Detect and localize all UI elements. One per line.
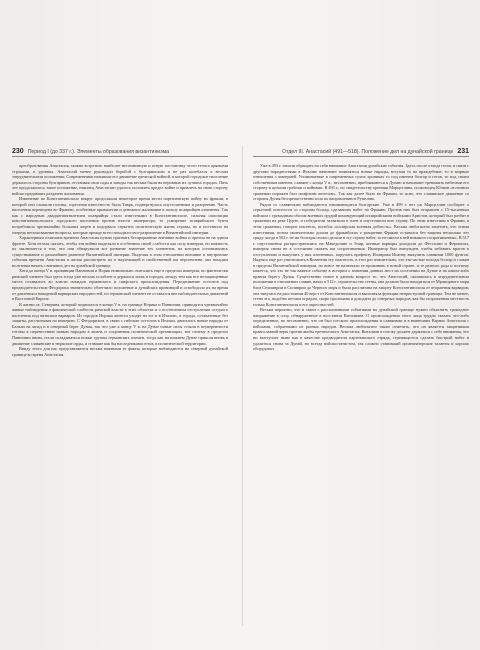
right-page <box>253 148 469 618</box>
right-running-title: Отдел III. Анастасий (491—518). Положение дел на дунайской границе <box>282 148 454 155</box>
paragraph: преобразования Анастасия, можно встретить наиболее несомненную и ясную постановку этого тезиса прямыми строками, в уровнях. Анастасий менее руководил борьбой с булгаринским и не раз колебался в весьма затруднительном положении. Современники называли его движение греческой войной, в которой городское население держалось стороны булгаринов, отстаивая свои сады и заводы так весьма были на неровных их лучших городах. Пять лет продолжалось такое положение, наконец Анастасию удалось положить предел войне и привлечь на свою сторону войско предавших раздачею жалования. <box>12 163 228 196</box>
paragraph: Рядом со славянским наблюдаются начинающиеся болгарские. Уже в 499 г. нет уж Марцеллин сообщает о серьезной опасности со стороны болгар, сделавших набег на Фракию. Против них был отправлен с 15-тысячным войском с громадным обозом военных орудий командующий иллирийскими войсками Аристон, который был разбит в сражении на реке Цурте, и победители захватили в плен и опустошили всю страну. По этим известиям в Фракии, в этом сражении, говорит писатель, погибла «иллирская военная доблесть». Весьма любопытно заметить, что этими известиями, потом окончательно дошли до фракийских о разорении Фракии оставался без защиты несколько лет сряду: когда в 502 г. не же болгары снова сделали в эту страну набег, то не имели в ней никакого сопротивления». В 517 г. опустошения распространились на Македонию и Эпир, конные варвары доходили до Фессалии и Фермопил, империя снова не в состоянии оказать им сопротивления. Император был вынужден, чтобы избавить врагов к отступлению и выкупить у них плененных, поручить префекту Иллирика Иоанну выкупить славянам 1000 фунтов. Надеясь еще раз уничтожить в Византии эту опасность, в этот раз значительно, что эти частые походы болгар и славян в пределы Византийской империи, но вовсе не назначали ее проживать в новой стране, и те разного рода и поэтому кажется, что это не так важное событие в истории о значении данных мест их поселении на Дунае и на каком-либо правом берегу Дуная. Существенно новое в данном вопросе то, что Анастасий, оказавшись в затруднительном положении в отношении славян, начал в 512 г. строительство стены, она должна была находиться от Мраморного моря близ Селимврии и Силиврии до Черного моря и была рассчитана на защиту Константинополя от вторжения варваров; она тянулась на расстоянии 40 верст от Константинополя и выполняла функции неприступной границы. Тем не менее, стена эта, подобно ветхим оградам, скоро проломана и доходила до северных народов, как бы огороженная местность только Константинополя и его окрестностей. <box>253 201 469 307</box>
paragraph: Характерным отличием времени Анастасия нужно признать беспрерывные внешние войны и притом не на одном фронте. Хотя нельзя сказать, чтобы эти войны выделяли в особенном своей слабости как силу империи, но важность их заключается в том, что они обнаружили все развитие значение тех элементов, на которых основывались существование и дальнейшее развитие Византийской империи. Выделяя в этом отношении внешние и внутренние события времени Анастасия и желая рассмотреть их в надлежащей и свойственной им перспективе, мы находим полезным начать с внешних дел на дунайской границе. <box>12 235 228 268</box>
paragraph: Весьма вероятно, что в связи с рассказанными событиями на дунайской границе нужно объяснить громадное напряжение в силу, обнаруженное в восстании Виталиана. О происхождении этого лица трудно сказать что-либо определенное, но несомненно, что он был готского происхождения и славянами и в нынешних Варнах Анастасия с войсками, собранными из разных народов. Весьма любопытно также отметить, что он является защитником православной веры против якобы еретического Анастасия. Виталиан в потоку должен держаться с себе внимания, что ни выступает ныне как в качестве предводителя партизанского отряда, стремящегося сделать быстрый набег и удалиться снова за Дунай, но всегда войскостатистом, так сложно ставивший организаторские таланты и хорошо оборудовал. <box>253 307 469 352</box>
paragraph: Хотя до конца V в. провинции Паннонии и Норик номинально считались еще в пределах империи, но фактически римский элемент был здесь тогда уже весьма ослаблен и держался лишь в городах, между тем как все незащищенные места оставались во власти помадов германского и скифского происхождения. Передвижение остготов под предводительством Феодориха значительно облегчило положение и дунайских провинций и освободило их на время от давления и нападений варварских народностей, но германский элемент не оставался вне наблюдательных движений в Восточной Европе. <box>12 268 228 302</box>
right-page-text <box>253 163 469 352</box>
book-spine <box>242 146 243 626</box>
paragraph: В жизни св. Северина, который подвизался в конце V в. на границе Норика и Паннонии, приводятся чрезвычайно живые наблюдения о фактической слабости римской власти в этих областях и о постепенном отступлении оседлого населения под натиском варваров. Из городов Норика жители уходят на юг и в Италию, в города, оставленные без защиты, рассчитывая на империю. С Феодорихом, в связи с гибелью остготов в Италии, двигались новые народы от Балкан на запад и в северный берег Дуная, так что уже к концу V в. на Дунае новые силы стояли в неуверенности готовы к перенесению новым народам в жизнь и сохранения политической организации, вот почему в пределах Паннонии вновь стали складываться новые группы германских племен, тогда как на нижнем Дунае пришли вновь в движение славянские и тюркские орды, и ставшие как бы наследниками готов, в политической территории. <box>12 301 228 346</box>
right-running-head <box>253 148 469 157</box>
left-page-text <box>12 163 228 357</box>
left-running-title: Период I (до 337 г.). Элементы образования византинизма <box>27 148 170 155</box>
paragraph: Ввиду этого для нас представляются весьма важными те факты, которые наблюдаются на северной дунайской границе во время Анастасия. <box>12 346 228 357</box>
right-page-number: 231 <box>457 148 469 155</box>
left-page <box>12 148 228 618</box>
paragraph: Изменение во Константинополе вокруг продолжали некоторое время вести партизанскую войну во фракии, в которой они сложили головы, горестная известность была Таврк, подвергнулась опустошениям и разорению. Часть населения переведена во Фракию, особенные привилегии и денежное жалование в пользу исаврийцев отменены. Так как с народным двадцатипятилетием исаврийцы стали известными в Константинополе, сильная оппозиция константинопольского городского населения против власти императора, то усмирение исаврийского бунта потребовало чрезвычайно больших жертв и подорвало серьезно политическую жизнь страны, но и поставило на очередь весьма важные вопросы, которые прежде всего находили свое разрешение в Византийской империи. <box>12 196 228 235</box>
paragraph: Уже в 493 г. начали обращать на себя внимание Анастасия дунайские события. Здесь после отхода готов, в связи с другими народностями в Италию начинают появляться новые народы, вступая то во враждебные, то в мирные отношения с империей. Упоминаемые в современных сухих хрониках то под именем болгар и готов, то под своим собственным именем, славяне с конца V в., несомненно, приближаются к Дунаю и начинают тревожить набегами его сторону и целыми грабежи и войнами. В 493 г., по свидетельству хроники Марцеллина, полководец Юлиан «в ночном сражении поражен был скифским железом». Так как далее было во Фракии, то ясно, что славянское движение со стороны Дуная беспрепятственно шло по направлению в Румелию. <box>253 163 469 202</box>
left-running-head <box>12 148 228 157</box>
left-page-number: 230 <box>12 148 24 155</box>
